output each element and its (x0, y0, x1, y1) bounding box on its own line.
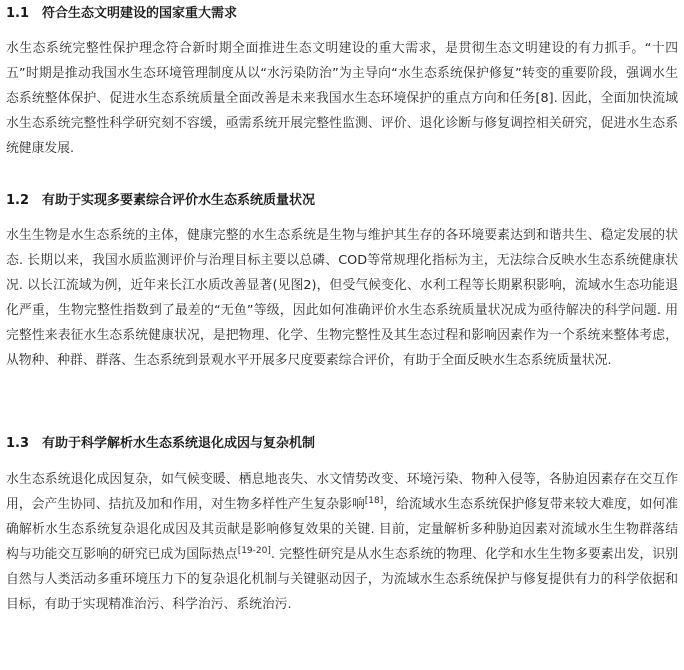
section-heading (6, 2, 237, 21)
section-paragraph (6, 467, 678, 617)
section-number: 1.3 (6, 436, 30, 451)
paragraph-text: 水生生物是水生态系统的主体，健康完整的水生态系统是生物与维护其生存的各环境要素达到和谐共生、稳定发展的状态. 长期以来，我国水质监测评价与治理目标主要以总磷、COD等常规理化指标为主，无法综合反映水生态系统健康状况. 以长江流域为例，近年来长江水质改善显著(见图2)，但受气候变化、水利工程等长期累积影响，流域水生态功能退化严重，生物完整性指数到了最差的“无鱼”等级，因此如何准确评价水生态系统质量状况成为亟待解决的科学问题. 用完整性来表征水生态系统健康状况，是把物理、化学、生物完整性及其生态过程和影响因素作为一个系统来整体考虑，从物种、种群、群落、生态系统到景观水平开展多尺度要素综合评价，有助于全面反映水生态系统质量状况. (6, 228, 678, 368)
section-paragraph (6, 223, 678, 373)
section-title: 符合生态文明建设的国家重大需求 (42, 6, 238, 21)
citation-superscript: [18] (364, 496, 384, 506)
section-number: 1.1 (6, 6, 30, 21)
paragraph-text: 水生态系统退化成因复杂，如气候变暖、栖息地丧失、水文情势改变、环境污染、物种入侵等，各胁迫因素存在交互作用，会产生协同、拮抗及加和作用，对生物多样性产生复杂影响 (6, 472, 678, 512)
paragraph-text: ，给流域水生态系统保护修复带来较大难度，如何准确解析水生态系统复杂退化成因及其贡献是影响修复效果的关键. 目前，定量解析多种胁迫因素对流域水生生物群落结构与功能交互影响的研究已成为国际热点 (6, 497, 679, 562)
section-heading (6, 189, 315, 208)
section-number: 1.2 (6, 193, 30, 208)
citation-superscript: [19-20] (237, 546, 271, 556)
section-title: 有助于科学解析水生态系统退化成因与复杂机制 (42, 436, 316, 451)
paragraph-text: 水生态系统完整性保护理念符合新时期全面推进生态文明建设的重大需求，是贯彻生态文明建设的有力抓手。“十四五”时期是推动我国水生态环境管理制度从以“水污染防治”为主导向“水生态系统保护修复”转变的重要阶段，强调水生态系统整体保护、促进水生态系统质量全面改善是未来我国水生态环境保护的重点方向和任务[8]. 因此，全面加快流域水生态系统完整性科学研究刻不容缓，亟需系统开展完整性监测、评价、退化诊断与修复调控相关研究，促进水生态系统健康发展. (6, 41, 678, 156)
paragraph-text: . 完整性研究是从水生态系统的物理、化学和水生生物多要素出发，识别自然与人类活动多重环境压力下的复杂退化机制与关键驱动因子，为流域水生态系统保护与修复提供有力的科学依据和目标，有助于实现精准治污、科学治污、系统治污. (6, 547, 679, 612)
section-heading (6, 432, 315, 451)
section-paragraph (6, 36, 678, 161)
section-title: 有助于实现多要素综合评价水生态系统质量状况 (42, 193, 316, 208)
